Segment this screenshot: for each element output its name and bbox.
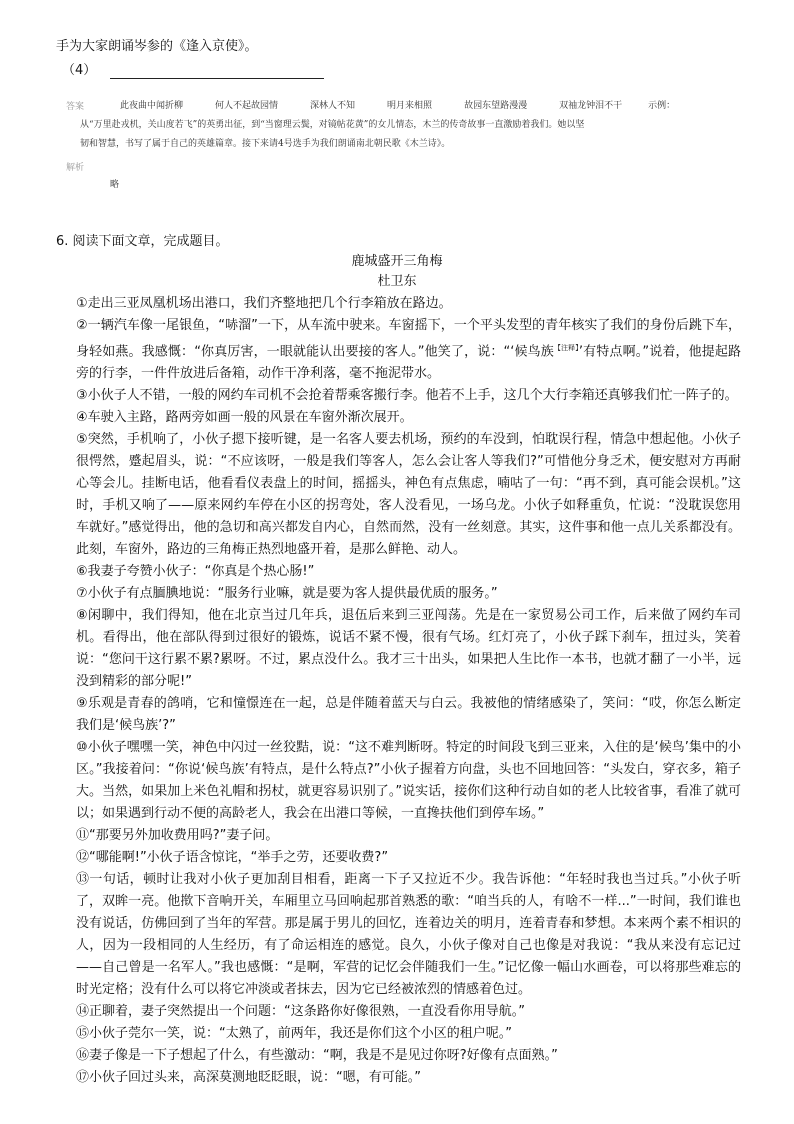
analysis-label: 解析 [66,163,85,173]
question-4-row [62,61,324,81]
answer-item: 双袖龙钟泪不干 [559,101,623,111]
paragraph: ⑦小伙子有点腼腆地说：“服务行业嘛，就是要为客人提供最优质的服务。” [76,586,498,602]
paragraph-text: ’有特点啊。”说着，他提起路旁的行李，一件件放进后备箱，动作干净利落，毫不拖泥带水。 [76,344,741,382]
article-author: 杜卫东 [377,274,417,289]
answer-item: 故园东望路漫漫 [464,101,528,111]
analysis-text: 略 [110,180,120,190]
answer-item: 示例： [648,101,676,111]
paragraph: ③小伙子人不错，一般的网约车司机不会抢着帮乘客搬行李。他若不上手，这几个大行李箱还真够我们忙一阵子的。 [76,388,738,404]
answer-blank[interactable] [110,64,324,79]
answer-item: 深林人不知 [310,101,356,111]
article-title: 鹿城盛开三角梅 [351,254,443,269]
paragraph: ⑯妻子像是一下子想起了什么，有些激动：“啊，我是不是见过你呀?好像有点面熟。” [76,1048,558,1064]
answer-item: 何人不起故园情 [215,101,279,111]
paragraph: ⑧闲聊中，我们得知，他在北京当过几年兵，退伍后来到三亚闯荡。先是在一家贸易公司工作，后来做了网约车司机。看得出，他在部队得到过很好的锻炼，说话不紧不慢，很有气场。红灯亮了，小伙子踩下刹车，扭过头，笑着说：“您问干这行累不累?累呀。不过，累点没什么。我才三十出头，如果把人生比作一本书，也就才翻了一小半，远没到精彩的部分呢!” [76,608,741,690]
intro-line: 手为大家朗诵岑参的《逢入京使》。 [56,39,258,54]
paragraph [56,315,741,385]
article-body [56,293,741,1089]
paragraph: ⑬一句话，顿时让我对小伙子更加刮目相看，距离一下子又拉近不少。我告诉他：“年轻时我也当过兵。”小伙子听了，双眸一亮。他揿下音响开关，车厢里立马回响起那首熟悉的歌：“咱当兵的人，有啥不一样...”一时间，我们谁也没有说话，仿佛回到了当年的军营。那是属于男儿的回忆，连着边关的明月，连着青春和梦想。本来两个素不相识的人，因为一段相同的人生经历，有了命运相连的感觉。良久，小伙子像对自己也像是对我说：“我从来没有忘记过——自己曾是一名军人。”我也感慨：“是啊，军营的记忆会伴随我们一生。”记忆像一幅山水画卷，可以将那些难忘的时光定格；没有什么可以将它冲淡或者抹去，因为它已经被浓烈的情感着色过。 [76,872,741,998]
paragraph: ⑨乐观是青春的鸽哨，它和憧憬连在一起，总是伴随着蓝天与白云。我被他的情绪感染了，笑问：“哎，你怎么断定我们是‘候鸟族’?” [76,696,741,734]
question-4-label: （4） [62,63,97,78]
answer-item: 明月来相照 [387,101,433,111]
paragraph: ⑰小伙子回过头来，高深莫测地眨眨眼，说：“嗯，有可能。” [76,1070,421,1086]
question-header: 6. 阅读下面文章，完成题目。 [56,234,229,249]
paragraph: ⑮小伙子莞尔一笑，说：“太熟了，前两年，我还是你们这个小区的租户呢。” [76,1026,512,1042]
answer-items [80,97,760,116]
paragraph: ⑪“那要另外加收费用吗?”妻子问。 [76,828,279,844]
paragraph: ⑭正聊着，妻子突然提出一个问题：“这条路你好像很熟，一直没看你用导航。” [76,1004,525,1020]
answer-item: 此夜曲中闻折柳 [120,101,184,111]
paragraph: ⑫“哪能啊!”小伙子语含惊诧，“举手之劳，还要收费?” [76,850,389,866]
paragraph: ④车驶入主路，路两旁如画一般的风景在车窗外渐次展开。 [76,410,413,426]
paragraph: ①走出三亚凤凰机场出港口，我们齐整地把几个行李箱放在路边。 [76,296,452,311]
footnote-marker[interactable]: 【注释】 [553,344,579,352]
paragraph: ⑩小伙子嘿嘿一笑，神色中闪过一丝狡黠，说：“这不难判断呀。特定的时间段飞到三亚来，入住的是‘候鸟’集中的小区。”我接着问：“你说‘候鸟族’有特点，是什么特点?”小伙子握着方向盘，头也不回地回答：“头发白，穿衣多，箱子大。当然，如果加上米色礼帽和拐杖，就更容易识别了。”说实话，接你们这种行动自如的老人比较省事，看准了就可以；如果遇到行动不便的高龄老人，我会在出港口等候，一直搀扶他们到停车场。” [76,740,741,822]
paragraph: ⑥我妻子夸赞小伙子：“你真是个热心肠!” [76,564,315,580]
paragraph: ⑤突然，手机响了，小伙子摁下接听键，是一名客人要去机场，预约的车没到，怕耽误行程，情急中想起他。小伙子很愕然，蹙起眉头，说：“不应该呀，一般是我们等客人，怎么会让客人等我们?”可惜他分身乏术，便安慰对方再耐心等会儿。挂断电话，他看看仪表盘上的时间，摇摇头，神色有点焦虑，喃咕了一句：“再不到，真可能会误机。”这时，手机又响了——原来网约车停在小区的拐弯处，客人没看见，一场乌龙。小伙子如释重负，忙说：“没耽误您用车就好。”感觉得出，他的急切和高兴都发自内心，自然而然，没有一丝刻意。其实，这件事和他一点儿关系都没有。此刻，车窗外，路边的三角梅正热烈地盛开着，是那么鲜艳、动人。 [76,432,741,558]
answer-label: 答案 [66,102,85,112]
answer-example-line: 从“万里赴戎机，关山度若飞”的英勇出征，到“当窗理云鬓，对镜帖花黄”的女儿情态，木兰的传奇故事一直激励着我们。她以坚 [80,120,585,130]
paragraph-text: ②一辆汽车像一尾银鱼，“哧溜”一下，从车流中驶来。车窗摇下，一个平头发型的青年核实了我们的身份后跳下车，身轻如燕。我感慨：“你真厉害，一眼就能认出要接的客人。”他笑了，说：“‘候鸟族 [76,318,741,360]
answer-example-line: 韧和智慧，书写了属于自己的英雄篇章。接下来请4号选手为我们朗诵南北朝民歌《木兰诗》。 [80,139,451,149]
